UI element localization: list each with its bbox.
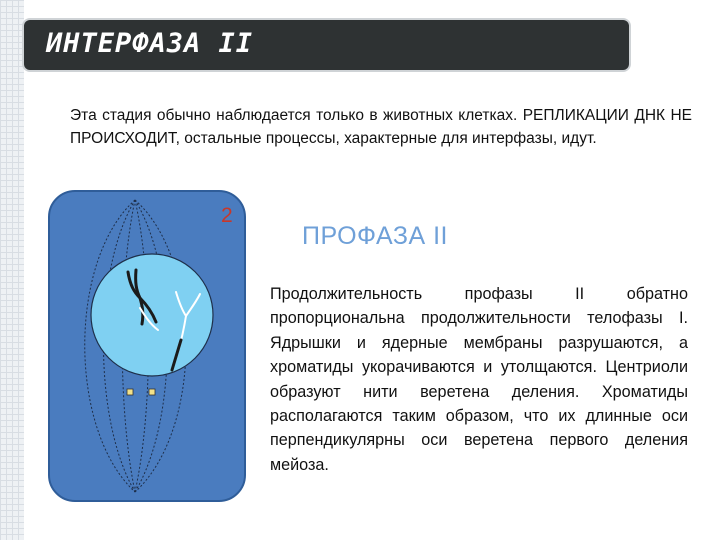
page-title: ИНТЕРФАЗА II [46, 28, 254, 59]
left-grid-strip [0, 0, 24, 540]
centriole-left [127, 389, 133, 395]
stage-number: 2 [221, 204, 233, 227]
intro-paragraph: Эта стадия обычно наблюдается только в животных клетках. РЕПЛИКАЦИИ ДНК НЕ ПРОИСХОДИТ, остальные процессы, характерные для интерфазы, идут. [70, 107, 692, 147]
section-paragraph: Продолжительность профазы II обратно пропорциональна продолжительности телофазы I. Ядрышки и ядерные мембраны разрушаются, а хроматиды укорачиваются и утолщаются. Центриоли образуют нити веретена деления. Хроматиды располагаются таким образом, что их длинные оси перпендикулярны оси веретена первого деления мейоза. [270, 285, 688, 474]
centriole-right [149, 389, 155, 395]
cell-diagram [48, 190, 246, 502]
title-bar [24, 20, 629, 70]
section-title: ПРОФАЗА II [302, 222, 449, 250]
cell-diagram-svg [48, 190, 246, 502]
